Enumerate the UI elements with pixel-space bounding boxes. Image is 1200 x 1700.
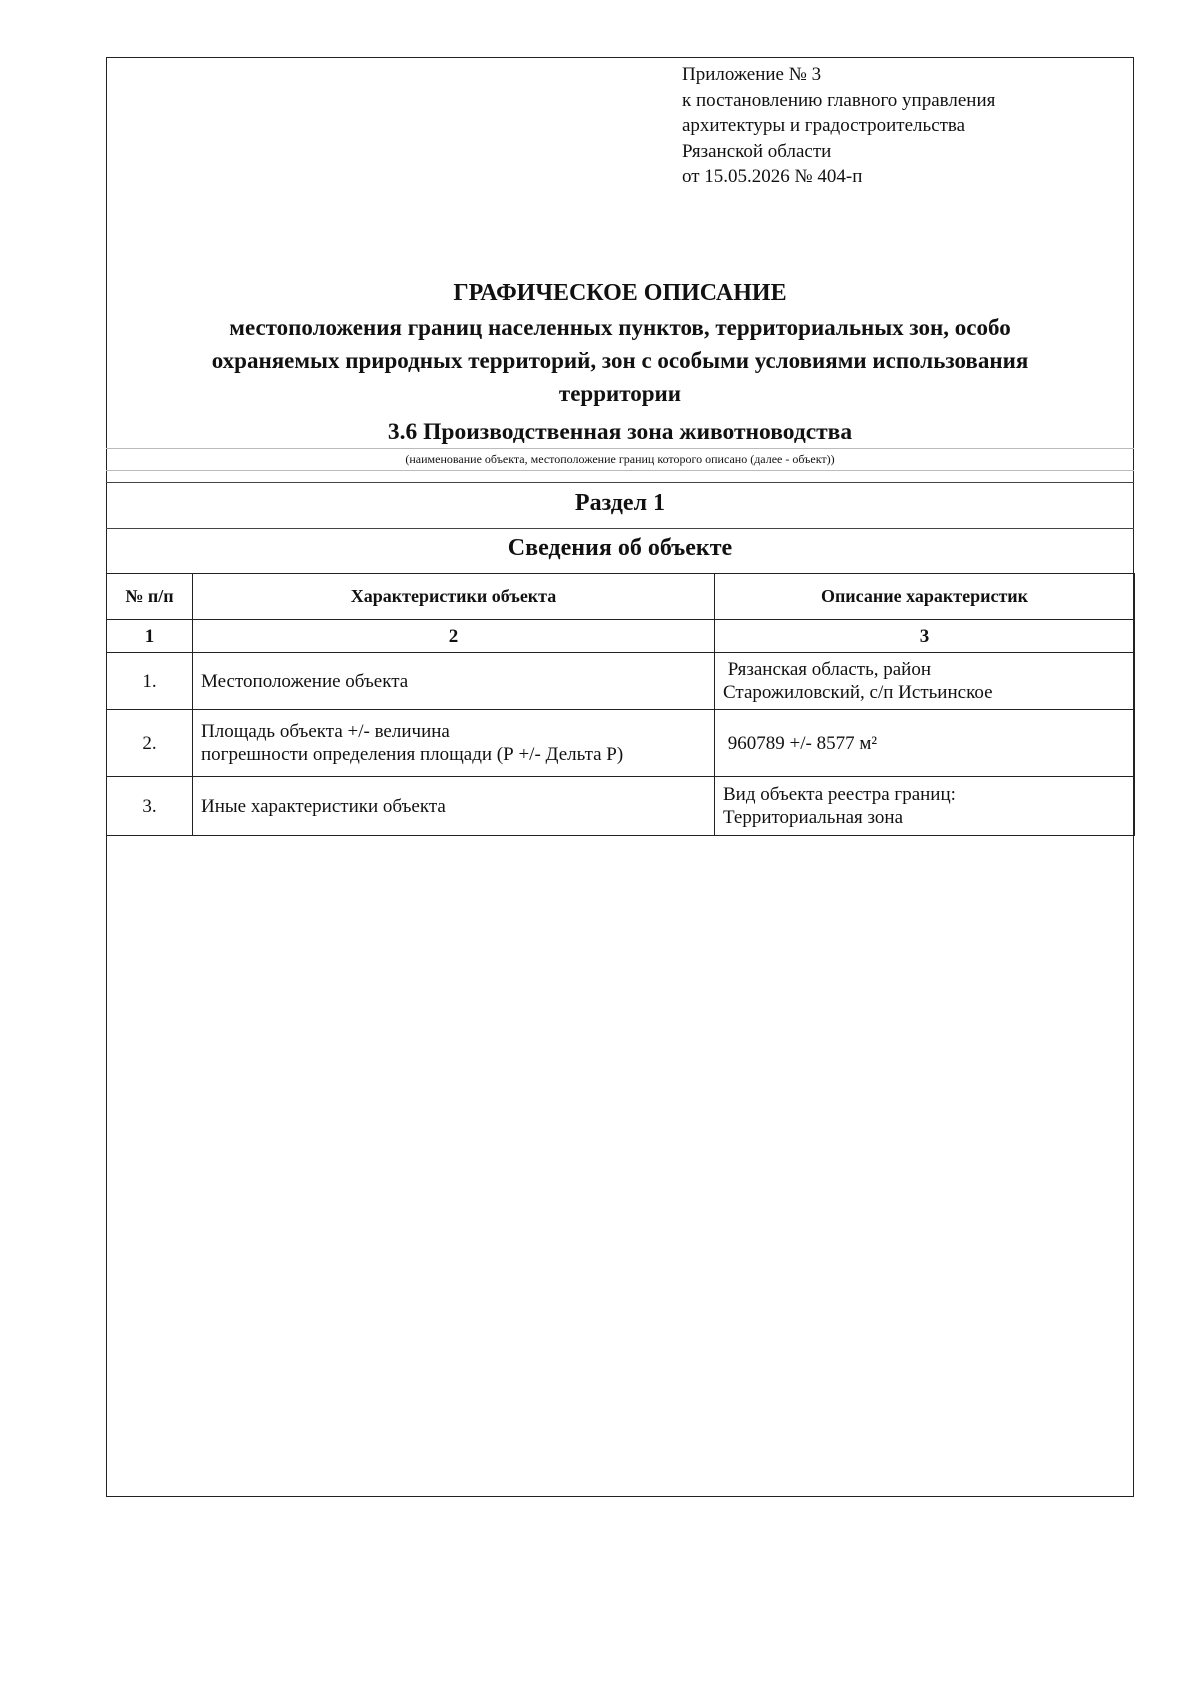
row-number: 2. [107,710,193,777]
subtitle-line: местоположения границ населенных пунктов, территориальных зон, особо [229,315,1011,340]
cell-line: Территориальная зона [723,807,904,828]
column-number-row [107,620,1135,653]
object-info-table [106,573,1135,836]
cell-line: Рязанская область, район [723,659,932,680]
subtitle-line: территории [558,381,682,406]
description-cell [715,777,1135,836]
divider [106,470,1134,471]
document-title: ГРАФИЧЕСКОЕ ОПИСАНИЕ [453,280,787,306]
header-cell: Описание характеристик [715,574,1135,620]
section-heading: Сведения об объекте [507,535,733,561]
divider [106,528,1134,529]
description-cell [715,710,1135,777]
cell-line: Вид объекта реестра границ: [723,784,956,805]
divider [106,448,1134,449]
cell-line: Местоположение объекта [201,670,409,692]
table-header-row [107,574,1135,620]
cell-line: Площадь объекта +/- величина [201,721,450,742]
characteristic-cell [193,710,715,777]
appendix-line: к постановлению главного управления [682,89,996,111]
subtitle-line: охраняемых природных территорий, зон с особыми условиями использования [211,348,1029,373]
cell-line: 960789 +/- 8577 м² [723,732,878,754]
cell-line: Иные характеристики объекта [201,795,446,817]
row-number: 3. [107,777,193,836]
table-row [107,777,1135,836]
appendix-block [682,62,995,190]
header-cell: № п/п [107,574,193,620]
cell-line: погрешности определения площади (Р +/- Дельта Р) [201,744,624,765]
document-subtitle [108,311,1132,410]
column-number: 1 [107,620,193,653]
characteristic-cell [193,653,715,710]
appendix-line: архитектуры и градостроительства [682,115,966,136]
object-caption: (наименование объекта, местоположение границ которого описано (далее - объект)) [405,452,835,466]
appendix-line: Приложение № 3 [682,64,822,85]
object-name: 3.6 Производственная зона животноводства [387,419,853,445]
appendix-line: Рязанской области [682,140,832,162]
row-number: 1. [107,653,193,710]
section-number: Раздел 1 [574,490,666,516]
cell-line: Старожиловский, с/п Истьинское [723,682,993,703]
divider [106,482,1134,483]
header-cell: Характеристики объекта [193,574,715,620]
column-number: 3 [715,620,1135,653]
column-number: 2 [193,620,715,653]
table-row [107,653,1135,710]
characteristic-cell [193,777,715,836]
appendix-line: от 15.05.2026 № 404-п [682,166,863,187]
description-cell [715,653,1135,710]
table-row [107,710,1135,777]
